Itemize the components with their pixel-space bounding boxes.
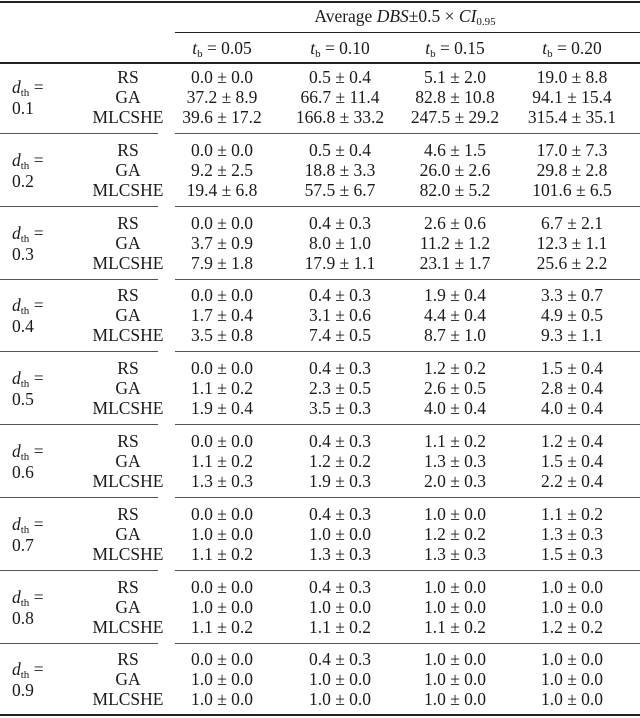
table-cell: 315.4 ± 35.1	[527, 107, 617, 127]
group-separator-left	[0, 497, 158, 498]
dth-eq: =	[33, 222, 44, 243]
header-ci-sub: 0.95	[476, 16, 496, 28]
table-cell: 1.1 ± 0.2	[540, 503, 604, 524]
method-label: RS	[117, 212, 139, 233]
table-cell: 3.5 ± 0.3	[308, 398, 372, 419]
column-symbol-sub: b	[315, 48, 321, 60]
table-cell: 2.6 ± 0.6	[423, 212, 487, 233]
header-midrule	[0, 62, 640, 64]
table-cell: 1.0 ± 0.0	[190, 523, 254, 544]
table-cell: 17.0 ± 7.3	[536, 139, 608, 160]
dth-value: 0.4	[12, 316, 34, 337]
method-label: MLCSHE	[92, 543, 164, 564]
column-header	[192, 38, 252, 58]
dth-symbol: d	[12, 295, 21, 316]
table-cell: 1.5 ± 0.3	[540, 543, 604, 564]
column-symbol: t	[542, 38, 548, 58]
dth-symbol: d	[12, 368, 21, 389]
dth-value: 0.8	[12, 607, 34, 628]
dth-symbol: d	[12, 77, 21, 97]
table-cell: 82.0 ± 5.2	[419, 179, 491, 200]
table-cell: 1.0 ± 0.0	[540, 649, 604, 670]
column-symbol: t	[425, 38, 431, 58]
dth-label	[12, 514, 44, 534]
table-cell: 1.2 ± 0.2	[423, 358, 487, 379]
header-prefix: Average	[314, 6, 373, 26]
column-value: = 0.15	[439, 38, 485, 58]
table-cell: 1.1 ± 0.2	[190, 378, 254, 399]
method-label: GA	[115, 159, 141, 180]
method-label: GA	[115, 451, 141, 471]
table-cell: 1.0 ± 0.0	[423, 649, 487, 670]
method-label: RS	[117, 67, 139, 87]
table-cell: 0.5 ± 0.4	[308, 67, 372, 87]
table-cell: 0.5 ± 0.4	[308, 139, 372, 160]
column-value: = 0.10	[324, 38, 370, 58]
table-cell: 1.9 ± 0.4	[423, 285, 487, 306]
dth-eq: =	[33, 659, 44, 680]
table-cell: 1.9 ± 0.4	[190, 398, 254, 419]
table-cell: 1.1 ± 0.2	[308, 616, 372, 637]
table-cell: 1.0 ± 0.0	[308, 596, 372, 617]
method-label: MLCSHE	[92, 252, 164, 273]
dth-eq: =	[33, 586, 44, 607]
table-cell: 1.0 ± 0.0	[308, 689, 372, 710]
table-cell: 0.0 ± 0.0	[190, 649, 254, 670]
table-cell: 0.4 ± 0.3	[308, 503, 372, 524]
table-cell: 0.4 ± 0.3	[308, 358, 372, 379]
table-cell: 2.6 ± 0.5	[423, 378, 487, 399]
table-cell: 12.3 ± 1.1	[536, 232, 608, 253]
dth-value: 0.5	[12, 389, 34, 410]
table-cell: 9.2 ± 2.5	[190, 159, 254, 180]
table-cell: 2.8 ± 0.4	[540, 378, 604, 399]
dth-value: 0.6	[12, 462, 34, 482]
table-cell: 57.5 ± 6.7	[304, 179, 376, 200]
dth-symbol: d	[12, 659, 21, 680]
table-cell: 37.2 ± 8.9	[186, 87, 258, 107]
table-cell: 5.1 ± 2.0	[423, 67, 487, 87]
dth-symbol: d	[12, 586, 21, 607]
table-header-title	[314, 6, 495, 26]
table-cell: 2.0 ± 0.3	[423, 471, 487, 491]
table-cell: 0.4 ± 0.3	[308, 285, 372, 306]
method-label: MLCSHE	[92, 107, 164, 127]
method-label: GA	[115, 596, 141, 617]
group-separator-left	[0, 424, 158, 425]
header-middle: ±0.5 ×	[408, 6, 455, 26]
table-cell: 1.0 ± 0.0	[423, 689, 487, 710]
method-label: GA	[115, 87, 141, 107]
group-separator-right	[175, 206, 640, 207]
table-cell: 1.9 ± 0.3	[308, 471, 372, 491]
method-label: RS	[117, 431, 139, 451]
dth-symbol: d	[12, 149, 21, 170]
dth-label	[12, 368, 44, 391]
table-cell: 0.0 ± 0.0	[190, 212, 254, 233]
dth-symbol-sub: th	[20, 523, 30, 536]
dth-symbol-sub: th	[20, 596, 30, 609]
table-cell: 1.0 ± 0.0	[540, 576, 604, 597]
table-cell: 1.1 ± 0.2	[190, 543, 254, 564]
dth-label	[12, 77, 44, 97]
table-cell: 1.1 ± 0.2	[190, 451, 254, 471]
column-header	[310, 38, 370, 58]
column-value: = 0.05	[206, 38, 252, 58]
table-cell: 19.4 ± 6.8	[186, 179, 258, 200]
group-separator-right	[175, 424, 640, 425]
table-cell: 18.8 ± 3.3	[304, 159, 376, 180]
column-symbol-sub: b	[430, 48, 436, 60]
dth-symbol-sub: th	[20, 159, 30, 172]
table-cell: 1.0 ± 0.0	[190, 596, 254, 617]
group-separator-right	[175, 133, 640, 134]
table-cell: 1.0 ± 0.0	[308, 523, 372, 544]
table-cell: 4.6 ± 1.5	[423, 139, 487, 160]
table-cell: 0.0 ± 0.0	[190, 139, 254, 160]
dth-symbol: d	[12, 441, 21, 461]
dth-label	[12, 587, 44, 607]
dth-symbol-sub: th	[20, 451, 30, 463]
table-cell: 2.2 ± 0.4	[540, 471, 604, 491]
dth-symbol-sub: th	[20, 232, 30, 245]
table-cell: 1.2 ± 0.2	[540, 616, 604, 637]
column-symbol-sub: b	[197, 48, 203, 60]
dth-symbol: d	[12, 222, 21, 243]
method-label: RS	[117, 503, 139, 524]
table-cell: 1.2 ± 0.2	[423, 523, 487, 544]
header-cmidrule	[175, 32, 640, 33]
table-cell: 3.1 ± 0.6	[308, 305, 372, 326]
method-label: GA	[115, 523, 141, 544]
group-separator-left	[0, 643, 158, 644]
dth-label	[12, 659, 44, 682]
table-cell: 0.0 ± 0.0	[190, 67, 254, 87]
method-label: GA	[115, 232, 141, 253]
group-separator-right	[175, 570, 640, 571]
table-cell: 4.0 ± 0.4	[423, 398, 487, 419]
table-cell: 1.0 ± 0.0	[423, 503, 487, 524]
table-cell: 25.6 ± 2.2	[536, 252, 608, 273]
column-symbol: t	[310, 38, 316, 58]
table-cell: 1.3 ± 0.3	[423, 451, 487, 471]
table-cell: 19.0 ± 8.8	[536, 67, 608, 87]
table-cell: 4.9 ± 0.5	[540, 305, 604, 326]
method-label: MLCSHE	[92, 398, 164, 419]
table-cell: 1.3 ± 0.3	[540, 523, 604, 544]
group-separator-left	[0, 133, 158, 134]
method-label: MLCSHE	[92, 689, 164, 710]
table-cell: 3.3 ± 0.7	[540, 285, 604, 306]
table-cell: 0.4 ± 0.3	[308, 431, 372, 451]
dth-symbol-sub: th	[20, 87, 30, 99]
table-cell: 3.5 ± 0.8	[190, 325, 254, 346]
table-cell: 23.1 ± 1.7	[419, 252, 491, 273]
table-cell: 0.0 ± 0.0	[190, 431, 254, 451]
table-cell: 94.1 ± 15.4	[532, 87, 612, 107]
table-cell: 29.8 ± 2.8	[536, 159, 608, 180]
method-label: GA	[115, 378, 141, 399]
table-cell: 1.0 ± 0.0	[308, 669, 372, 690]
method-label: RS	[117, 139, 139, 160]
table-cell: 1.2 ± 0.4	[540, 431, 604, 451]
dth-value: 0.9	[12, 680, 34, 701]
group-separator-left	[0, 351, 158, 352]
dth-eq: =	[33, 368, 44, 389]
table-cell: 26.0 ± 2.6	[419, 159, 491, 180]
table-cell: 8.0 ± 1.0	[308, 232, 372, 253]
table-cell: 1.3 ± 0.3	[308, 543, 372, 564]
dth-value: 0.1	[12, 98, 34, 118]
table-cell: 4.0 ± 0.4	[540, 398, 604, 419]
table-cell: 1.0 ± 0.0	[190, 669, 254, 690]
method-label: RS	[117, 358, 139, 379]
column-symbol: t	[192, 38, 198, 58]
table-cell: 0.4 ± 0.3	[308, 649, 372, 670]
table-cell: 1.3 ± 0.3	[190, 471, 254, 491]
table-cell: 82.8 ± 10.8	[415, 87, 495, 107]
table-cell: 0.0 ± 0.0	[190, 503, 254, 524]
dth-value: 0.2	[12, 170, 34, 191]
dth-symbol: d	[12, 513, 21, 534]
header-ci: CI	[458, 6, 477, 26]
table-cell: 1.1 ± 0.2	[423, 431, 487, 451]
bottom-rule	[0, 714, 640, 716]
table-cell: 0.0 ± 0.0	[190, 576, 254, 597]
dth-eq: =	[33, 77, 44, 97]
method-label: MLCSHE	[92, 616, 164, 637]
table-cell: 4.4 ± 0.4	[423, 305, 487, 326]
dth-label	[12, 223, 44, 243]
table-cell: 1.0 ± 0.0	[540, 689, 604, 710]
dth-label	[12, 150, 44, 170]
table-cell: 11.2 ± 1.2	[419, 232, 491, 253]
table-cell: 0.4 ± 0.3	[308, 576, 372, 597]
table-cell: 1.0 ± 0.0	[423, 669, 487, 690]
method-label: RS	[117, 285, 139, 306]
header-metric: DBS	[376, 6, 409, 26]
dth-eq: =	[33, 295, 44, 316]
table-cell: 7.9 ± 1.8	[190, 252, 254, 273]
dth-value: 0.7	[12, 534, 34, 555]
method-label: RS	[117, 576, 139, 597]
table-cell: 39.6 ± 17.2	[182, 107, 262, 127]
table-cell: 1.1 ± 0.2	[190, 616, 254, 637]
column-header	[542, 38, 602, 58]
group-separator-right	[175, 279, 640, 280]
group-separator-left	[0, 279, 158, 280]
table-cell: 0.4 ± 0.3	[308, 212, 372, 233]
table-cell: 1.0 ± 0.0	[540, 669, 604, 690]
table-cell: 166.8 ± 33.2	[295, 107, 385, 127]
table-cell: 1.0 ± 0.0	[540, 596, 604, 617]
method-label: MLCSHE	[92, 471, 164, 491]
table-cell: 1.5 ± 0.4	[540, 451, 604, 471]
dth-symbol-sub: th	[20, 305, 30, 318]
table-cell: 1.5 ± 0.4	[540, 358, 604, 379]
dth-eq: =	[33, 149, 44, 170]
group-separator-left	[0, 570, 158, 571]
table-cell: 1.7 ± 0.4	[190, 305, 254, 326]
table-cell: 101.6 ± 6.5	[532, 179, 612, 200]
table-cell: 7.4 ± 0.5	[308, 325, 372, 346]
dth-symbol-sub: th	[20, 669, 30, 682]
table-cell: 247.5 ± 29.2	[410, 107, 500, 127]
table-cell: 1.0 ± 0.0	[190, 689, 254, 710]
dth-label	[12, 441, 44, 461]
table-cell: 1.1 ± 0.2	[423, 616, 487, 637]
table-cell: 1.3 ± 0.3	[423, 543, 487, 564]
table-cell: 8.7 ± 1.0	[423, 325, 487, 346]
method-label: RS	[117, 649, 139, 670]
dth-eq: =	[33, 513, 44, 534]
top-rule	[0, 1, 640, 3]
method-label: MLCSHE	[92, 325, 164, 346]
group-separator-right	[175, 351, 640, 352]
method-label: MLCSHE	[92, 179, 164, 200]
table-cell: 66.7 ± 11.4	[300, 87, 380, 107]
table-cell: 17.9 ± 1.1	[304, 252, 376, 273]
column-symbol-sub: b	[547, 48, 553, 60]
dth-symbol-sub: th	[20, 378, 30, 391]
method-label: GA	[115, 305, 141, 326]
table-cell: 3.7 ± 0.9	[190, 232, 254, 253]
dth-label	[12, 295, 44, 318]
table-cell: 1.0 ± 0.0	[423, 596, 487, 617]
table-cell: 2.3 ± 0.5	[308, 378, 372, 399]
column-value: = 0.20	[556, 38, 602, 58]
dth-value: 0.3	[12, 243, 34, 264]
table-cell: 1.2 ± 0.2	[308, 451, 372, 471]
table-cell: 6.7 ± 2.1	[540, 212, 604, 233]
table-cell: 1.0 ± 0.0	[423, 576, 487, 597]
table-cell: 0.0 ± 0.0	[190, 285, 254, 306]
table-cell: 0.0 ± 0.0	[190, 358, 254, 379]
table-cell: 9.3 ± 1.1	[540, 325, 604, 346]
method-label: GA	[115, 669, 141, 690]
dth-eq: =	[33, 441, 44, 461]
group-separator-left	[0, 206, 158, 207]
column-header	[425, 38, 485, 58]
group-separator-right	[175, 643, 640, 644]
group-separator-right	[175, 497, 640, 498]
